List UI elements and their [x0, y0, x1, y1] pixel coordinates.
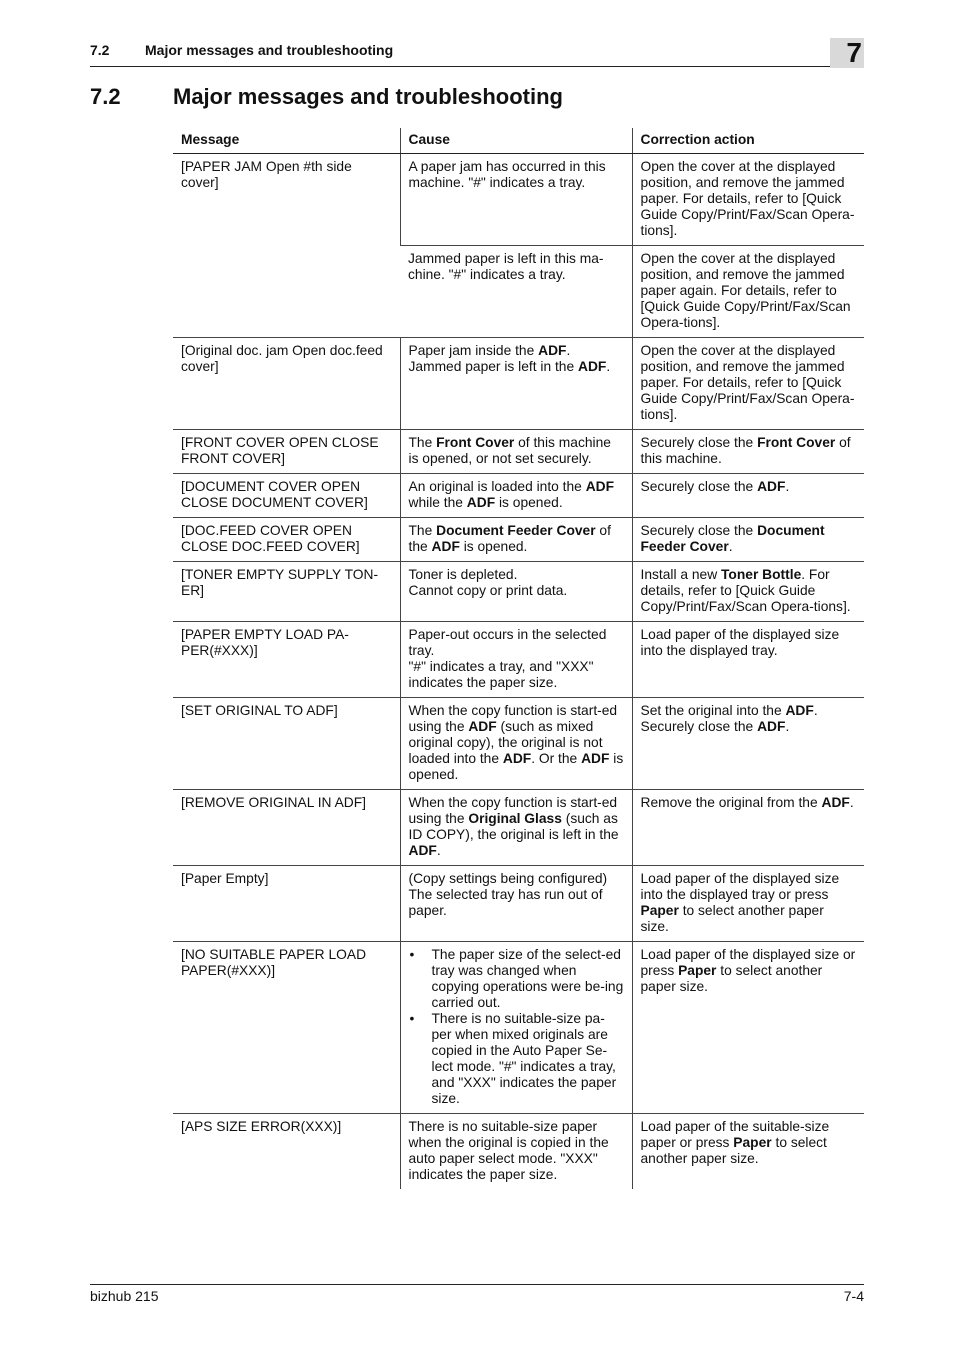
table-row [173, 562, 864, 622]
message-cell: [DOC.FEED COVER OPEN CLOSE DOC.FEED COVER] [173, 518, 400, 562]
message-cell: [PAPER JAM Open #th side cover] [173, 154, 400, 338]
correction-cell: Securely close the ADF. [632, 474, 864, 518]
cause-cell: (Copy settings being configured) The selected tray has run out of paper. [400, 866, 632, 942]
messages-table [173, 128, 864, 1189]
cause-bullet-list [409, 947, 624, 1107]
message-cell: [NO SUITABLE PAPER LOAD PAPER(#XXX)] [173, 942, 400, 1114]
table-row [173, 698, 864, 790]
message-cell: [PAPER EMPTY LOAD PA-PER(#XXX)] [173, 622, 400, 698]
bold-term: ADF [757, 479, 786, 494]
cause-cell: When the copy function is start-ed using the ADF (such as mixed original copy), the original is not loaded into the ADF. Or the ADF is opened. [400, 698, 632, 790]
bold-term: ADF [821, 795, 850, 810]
cause-cell: An original is loaded into the ADF while the ADF is opened. [400, 474, 632, 518]
bold-term: Toner Bottle [721, 567, 802, 582]
table-row [173, 518, 864, 562]
correction-cell: Load paper of the displayed size into the displayed tray or press Paper to select another paper size. [632, 866, 864, 942]
message-cell: [REMOVE ORIGINAL IN ADF] [173, 790, 400, 866]
bold-term: ADF [468, 719, 497, 734]
table-row [173, 1114, 864, 1190]
bold-term: ADF [502, 751, 532, 766]
table-row [173, 474, 864, 518]
footer-page-number: 7-4 [843, 1288, 864, 1304]
table-row [173, 430, 864, 474]
correction-cell: Securely close the Front Cover of this machine. [632, 430, 864, 474]
cause-cell: The Document Feeder Cover of the ADF is opened. [400, 518, 632, 562]
correction-cell: Set the original into the ADF. Securely close the ADF. [632, 698, 864, 790]
cause-cell: When the copy function is start-ed using the Original Glass (such as ID COPY), the original is left in the ADF. [400, 790, 632, 866]
message-cell: [FRONT COVER OPEN CLOSE FRONT COVER] [173, 430, 400, 474]
column-header-message: Message [173, 128, 400, 154]
message-cell: [Original doc. jam Open doc.feed cover] [173, 338, 400, 430]
bold-term: ADF [785, 703, 814, 718]
correction-cell: Securely close the Document Feeder Cover. [632, 518, 864, 562]
table-row [173, 338, 864, 430]
column-header-cause: Cause [400, 128, 632, 154]
cause-cell: Paper-out occurs in the selected tray. "#" indicates a tray, and "XXX" indicates the paper size. [400, 622, 632, 698]
table-row [173, 942, 864, 1114]
cause-cell: The Front Cover of this machine is opened, or not set securely. [400, 430, 632, 474]
page-title [90, 84, 563, 110]
header-section-number: 7.2 [90, 42, 110, 58]
bold-term: ADF [408, 843, 437, 858]
bold-term: Paper [678, 963, 717, 978]
footer-model: bizhub 215 [90, 1288, 159, 1304]
bold-term: ADF [466, 495, 496, 510]
bold-term: ADF [581, 751, 610, 766]
header-section-title: Major messages and troubleshooting [145, 42, 394, 58]
bold-term: ADF [577, 359, 607, 374]
bold-term: ADF [431, 539, 460, 554]
table-row [173, 790, 864, 866]
table-row [173, 154, 864, 246]
bold-term: Front Cover [757, 435, 836, 450]
correction-cell: Load paper of the suitable-size paper or press Paper to select another paper size. [632, 1114, 864, 1190]
correction-cell: Remove the original from the ADF. [632, 790, 864, 866]
table-body [173, 154, 864, 1190]
cause-bullet-item: • The paper size of the select-ed tray was changed when copying operations were be-ing carried out. [432, 947, 624, 1011]
bold-term: Document Feeder Cover [640, 523, 825, 554]
message-cell: [SET ORIGINAL TO ADF] [173, 698, 400, 790]
chapter-tab [830, 38, 864, 68]
bold-term: ADF [585, 479, 615, 494]
bold-term: Original Glass [468, 811, 562, 826]
table-header-row [173, 128, 864, 154]
cause-cell [400, 942, 632, 1114]
title-text: Major messages and troubleshooting [173, 84, 563, 109]
cause-bullet-item: • There is no suitable-size pa-per when mixed originals are copied in the Auto Paper Se-lect mode. "#" indicates a tray, and "XXX" indicates the paper size. [432, 1011, 624, 1107]
message-cell: [DOCUMENT COVER OPEN CLOSE DOCUMENT COVER] [173, 474, 400, 518]
bold-term: ADF [538, 343, 567, 358]
message-cell: [TONER EMPTY SUPPLY TON-ER] [173, 562, 400, 622]
correction-cell: Load paper of the displayed size or press Paper to select another paper size. [632, 942, 864, 1114]
correction-cell: Install a new Toner Bottle. For details, refer to [Quick Guide Copy/Print/Fax/Scan Opera-tions]. [632, 562, 864, 622]
bold-term: Front Cover [436, 435, 515, 450]
message-cell: [APS SIZE ERROR(XXX)] [181, 1119, 342, 1134]
cause-cell: Jammed paper is left in this ma-chine. "#" indicates a tray. [400, 246, 632, 338]
title-number: 7.2 [90, 84, 121, 109]
cause-cell: Toner is depleted. Cannot copy or print data. [400, 562, 632, 622]
correction-cell: Open the cover at the displayed position, and remove the jammed paper. For details, refer to [Quick Guide Copy/Print/Fax/Scan Opera-tions]. [632, 338, 864, 430]
cause-cell: There is no suitable-size paper when the original is copied in the auto paper select mode. "XXX" indicates the paper size. [400, 1114, 632, 1190]
correction-cell: Open the cover at the displayed position, and remove the jammed paper again. For details, refer to [Quick Guide Copy/Print/Fax/Scan Opera-tions]. [632, 246, 864, 338]
bold-term: ADF [757, 719, 786, 734]
bold-term: Paper [640, 903, 679, 918]
table-row [173, 866, 864, 942]
chapter-number: 7 [846, 37, 862, 68]
bold-term: Paper [733, 1135, 772, 1150]
message-cell: [Paper Empty] [173, 866, 400, 942]
page-footer [90, 1284, 864, 1304]
cause-cell: A paper jam has occurred in this machine. "#" indicates a tray. [400, 154, 632, 246]
table-row [173, 622, 864, 698]
correction-cell: Load paper of the displayed size into the displayed tray. [632, 622, 864, 698]
cause-cell: Paper jam inside the ADF. Jammed paper is left in the ADF. [400, 338, 632, 430]
column-header-correction: Correction action [632, 128, 864, 154]
running-header [90, 37, 864, 68]
correction-cell: Open the cover at the displayed position, and remove the jammed paper. For details, refer to [Quick Guide Copy/Print/Fax/Scan Opera-tions]. [632, 154, 864, 246]
bold-term: Document Feeder Cover [436, 523, 596, 538]
